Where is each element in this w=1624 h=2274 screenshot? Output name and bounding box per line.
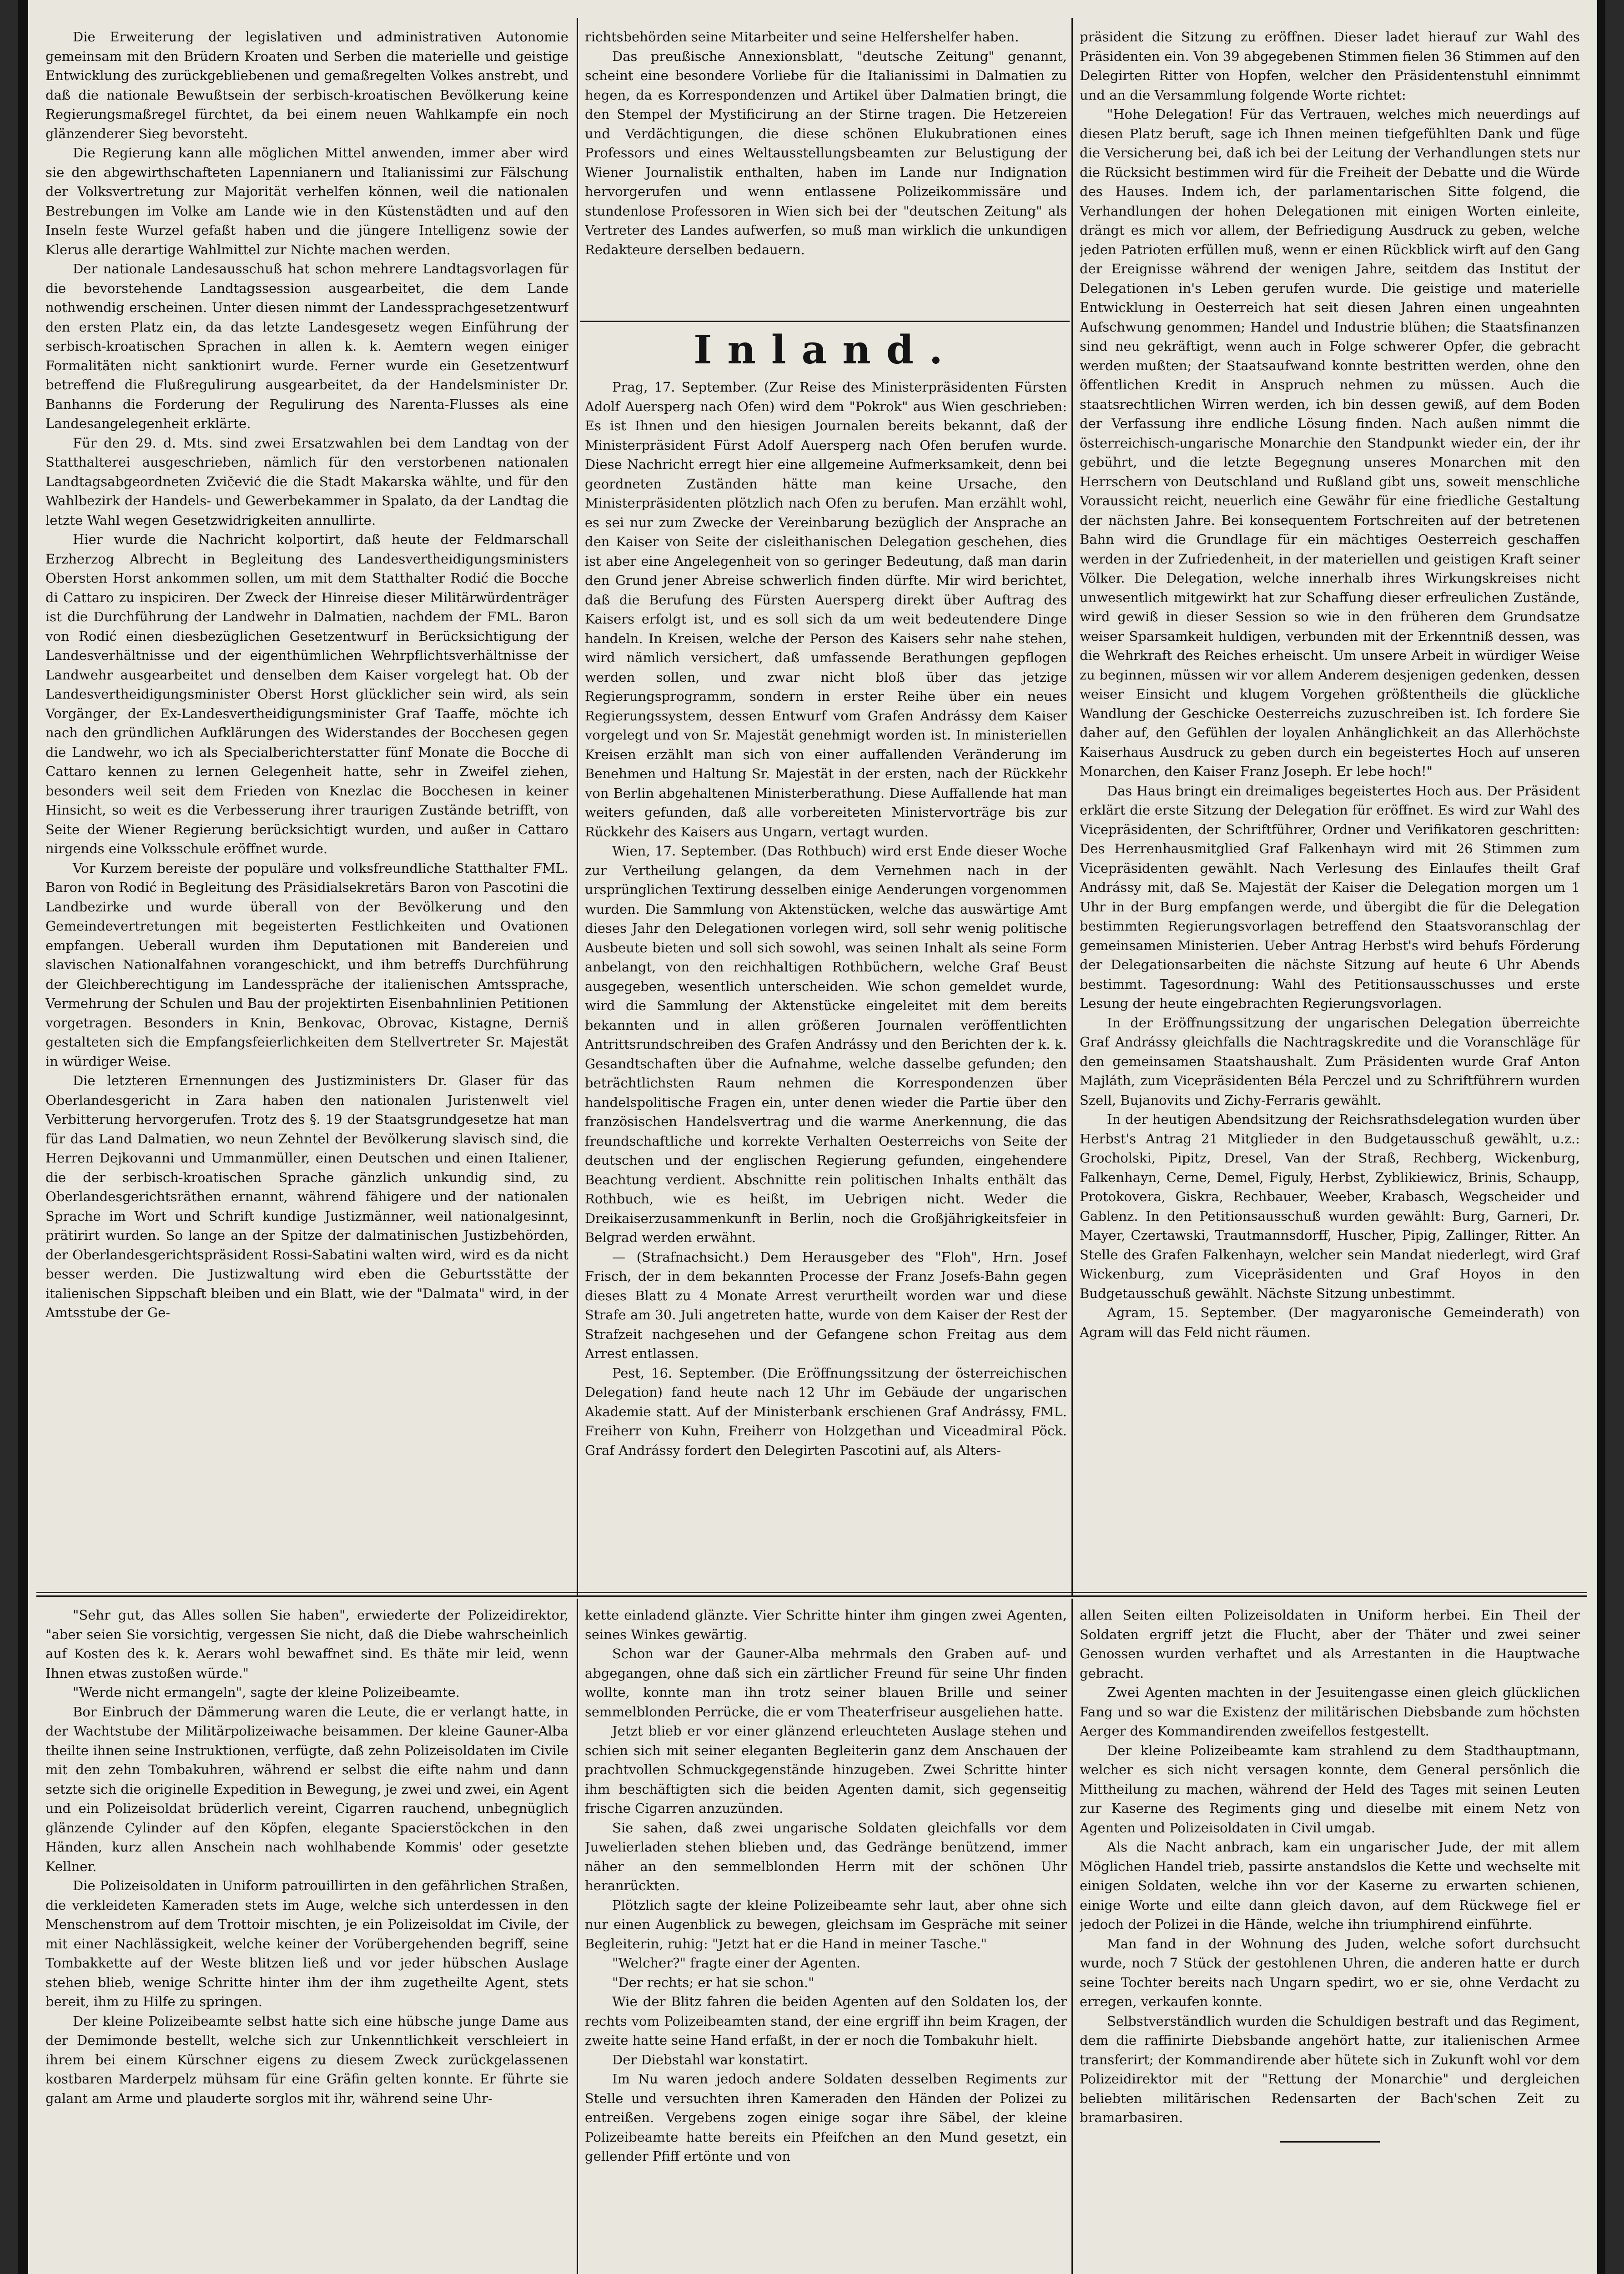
paragraph: "Werde nicht ermangeln", sagte der kleine Polizeibeamte. bbox=[73, 1685, 460, 1700]
feuilleton-rule bbox=[36, 1592, 1587, 1593]
upper-column-2-bottom bbox=[585, 377, 1067, 1587]
paragraph: Bor Einbruch der Dämmerung waren die Leute, die er verlangt hatte, in der Wachtstube der Militärpolizeiwache beisammen. Der kleine Gauner-Alba theilte ihnen seine Instruktionen, verfügte, daß zehn Polizeisoldaten im Civile mit den zehn Tombakuhren, während er selbst die eifte nahm und dann setzte sich die originelle Expedition in Bewegung, je zwei und zwei, ein Agent und ein Polizeisoldat brüderlich vereint, Cigarren rauchend, unbegnüglich glänzende Cylinder auf den Köpfen, elegante Spacierstöckchen in den Händen, kurz allen Anschein nach wohlhabende Kommis' oder gesetzte Kellner. bbox=[45, 1704, 568, 1874]
feuilleton-rule bbox=[36, 1595, 1587, 1597]
paragraph: "Sehr gut, das Alles sollen Sie haben", erwiederte der Polizeidirektor, "aber seien Sie vorsichtig, vergessen Sie nicht, daß die Diebe wahrscheinlich auf Kosten des k. k. Aerars wohl bewaffnet sind. Es thäte mir leid, wenn Ihnen etwas zustoßen würde." bbox=[45, 1607, 568, 1681]
paragraph: Prag, 17. September. (Zur Reise des Ministerpräsidenten Fürsten Adolf Auersperg nach Ofen) wird dem "Pokrok" aus Wien geschrieben: Es ist Ihnen und den hiesigen Journalen bereits bekannt, daß der Ministerpräsident Fürst Adolf Auersperg nach Ofen berufen wurde. Diese Nachricht erregt hier eine allgemeine Aufmerksamkeit, denn bei geordneten Zuständen hätte man keine Ursache, den Ministerpräsidenten plötzlich nach Ofen zu berufen. Man erzählt wohl, es sei nur zum Zwecke der Vereinbarung bezüglich der Ansprache an den Kaiser von Seite der cisleithanischen Delegation geschehen, dies ist aber eine Angelegenheit von so geringer Bedeutung, daß man darin den Grund jener Abreise schwerlich finden dürfte. Mir wird berichtet, daß die Berufung des Fürsten Auersperg direkt über Auftrag des Kaisers erfolgt ist, und es soll sich da um weit bedeutendere Dinge handeln. In Kreisen, welche der Person des Kaisers sehr nahe stehen, wird nämlich versichert, daß umfassende Berathungen gepflogen werden sollen, und zwar nicht bloß über das jetzige Regierungsprogramm, sondern in erster Reihe über ein neues Regierungssystem, dessen Entwurf vom Grafen Andrássy dem Kaiser vorgelegt und von Sr. Majestät genehmigt worden ist. In ministeriellen Kreisen erzählt man sich von einer auffallenden Veränderung im Benehmen und Haltung Sr. Majestät in der ersten, nach der Rückkehr von Berlin abgehaltenen Ministerberathung. Diese Auffallende hat man weiters gefunden, daß alle vorbereiteten Ministervorträge bis zur Rückkehr des Kaisers aus Ungarn, vertagt wurden. bbox=[585, 379, 1067, 840]
paragraph: — (Strafnachsicht.) Dem Herausgeber des "Floh", Hrn. Josef Frisch, der in dem bekannten Processe der Franz Josefs-Bahn gegen dieses Blatt zu 4 Monate Arrest verurtheilt worden war und diese Strafe am 30. Juli angetreten hatte, wurde von dem Kaiser der Rest der Strafzeit nachgesehen und der Gefangene schon Freitag aus dem Arrest entlassen. bbox=[585, 1249, 1067, 1361]
paragraph: Die Erweiterung der legislativen und administrativen Autonomie gemeinsam mit den Brüdern Kroaten und Serben die materielle und geistige Entwicklung des zurückgebliebenen und gemaßregelten Volkes anstrebt, und daß die nationale Bewußtsein der serbisch-kroatischen Bevölkerung keine Regierungsmaßregel fürchtet, da bei einem neuen Wahlkampfe ein noch glänzenderer Sieg bevorsteht. bbox=[45, 29, 568, 141]
paragraph: Wie der Blitz fahren die beiden Agenten auf den Soldaten los, der rechts vom Polizeibeamten stand, der eine ergriff ihn beim Kragen, der zweite hatte seine Hand erfaßt, in der er noch die Tombakuhr hielt. bbox=[585, 1994, 1067, 2048]
paragraph: "Der rechts; er hat sie schon." bbox=[612, 1974, 815, 1990]
end-rule bbox=[1280, 2141, 1380, 2143]
paragraph: Schon war der Gauner-Alba mehrmals den Graben auf- und abgegangen, ohne daß sich ein zärtlicher Freund für seine Uhr finden wollte, konnte man ihn trotz seiner blauen Brille und seiner semmelblonden Perrücke, die er vom Theaterfriseur ausgeliehen hatte. bbox=[585, 1646, 1067, 1720]
paragraph: Der kleine Polizeibeamte selbst hatte sich eine hübsche junge Dame aus der Demimonde bestellt, welche sich zur Unkenntlichkeit verschleiert in ihrem bei einem Kürschner eigens zu diesem Zweck zurückgelassenen kostbaren Marderpelz mühsam für eine Gräfin gelten konnte. Er führte sie galant am Arme und plauderte sorglos mit ihr, während seine Uhr- bbox=[45, 2013, 568, 2106]
upper-column-1 bbox=[45, 27, 568, 1587]
paragraph: Der nationale Landesausschuß hat schon mehrere Landtagsvorlagen für die bevorstehende Landtagssession ausgearbeitet, die dem Lande nothwendig erscheinen. Unter diesen nimmt der Landessprachgesetzentwurf den ersten Platz ein, da das letzte Landesgesetz wegen Einführung der serbisch-kroatischen Sprachen in allen k. k. Aemtern wegen einiger Formalitäten nicht sanktionirt wurde. Ferner wurde ein Gesetzentwurf betreffend die Flußregulirung ausgearbeitet, da der Handelsminister Dr. Banhanns die Forderung der Regulirung des Narenta-Flusses als eine Landesangelegenheit erklärte. bbox=[45, 261, 568, 431]
paragraph: Pest, 16. September. (Die Eröffnungssitzung der österreichischen Delegation) fand heute nach 12 Uhr im Gebäude der ungarischen Akademie statt. Auf der Ministerbank erschienen Graf Andrássy, FML. Freiherr von Kuhn, Freiherr von Holzgethan und Viceadmiral Pöck. Graf Andrássy fordert den Delegirten Pascotini auf, als Alters- bbox=[585, 1365, 1067, 1458]
paragraph: Der kleine Polizeibeamte kam strahlend zu dem Stadthauptmann, welcher es sich nicht versagen konnte, dem General persönlich die Mittheilung zu machen, während der Held des Tages mit seinen Leuten zur Kaserne des Regiments ging und dieselbe mit einem Netz von Agenten und Polizeisoldaten in Civil umgab. bbox=[1080, 1742, 1580, 1836]
column-rule bbox=[1071, 1599, 1073, 2274]
paragraph: "Hohe Delegation! Für das Vertrauen, welches mich neuerdings auf diesen Platz beruft, sage ich Ihnen meinen tiefgefühlten Dank und füge die Versicherung bei, daß ich bei der Leitung der Verhandlungen stets nur die Rücksicht bestimmen wird für die Freiheit der Debatte und die Würde des Hauses. Indem ich, der parlamentarischen Sitte folgend, die Verhandlungen der hohen Delegationen mit einigen Worten einleite, drängt es mich vor allem, der Befriedigung Ausdruck zu geben, welche jeden Patrioten erfüllen muß, wenn er einen Rückblick wirft auf den Gang der Ereignisse während der wenigen Jahre, seitdem das Institut der Delegationen in's Leben gerufen wurde. Die geistige und materielle Entwicklung in Oesterreich hat seit diesen Jahren einen ungeahnten Aufschwung genommen; Handel und Industrie blühen; die Staatsfinanzen sind neu gekräftigt, wenn auch in Folge schwerer Opfer, die gebracht werden mußten; der Staatsaufwand konnte bestritten werden, ohne den öffentlichen Kredit in Anspruch nehmen zu müssen. Auch die staatsrechtlichen Wirren werden, ich bin dessen gewiß, auf dem Boden der Verfassung ihre endliche Lösung finden. Nach außen nimmt die österreichisch-ungarische Monarchie den Standpunkt wieder ein, der ihr gebührt, und die letzte Begegnung unseres Monarchen mit den Herrschern von Deutschland und Rußland gibt uns, soweit menschliche Voraussicht reicht, neuerlich eine Gewähr für eine friedliche Gestaltung der nächsten Jahre. Bei konsequentem Fortschreiten auf der betretenen Bahn wird die Grundlage für ein mächtiges Oesterreich geschaffen werden in der Zufriedenheit, in der materiellen und geistigen Kraft seiner Völker. Die Delegation, welche innerhalb ihres Wirkungskreises nicht unwesentlich mitgewirkt hat zur Schaffung dieser erfreulichen Zustände, wird gewiß in dieser Session so wie in den früheren dem Grundsatze weiser Sparsamkeit huldigen, verbunden mit der Erkenntniß dessen, was die Wehrkraft des Reiches erheischt. Um unsere Arbeit in würdiger Weise zu beginnen, müssen wir vor allem Anderem desjenigen gedenken, dessen weiser Einsicht und klugem Vorgehen größtentheils die glückliche Wandlung der Geschicke Oesterreichs zuzuschreiben ist. Ich fordere Sie daher auf, den Gefühlen der loyalen Anhänglichkeit an das Allerhöchste Kaiserhaus Ausdruck zu geben durch ein begeistertes Hoch auf unseren Monarchen, den Kaiser Franz Joseph. Er lebe hoch!" bbox=[1080, 106, 1580, 779]
section-heading-inland: Inland. bbox=[694, 327, 958, 373]
section-rule bbox=[580, 321, 1070, 322]
paragraph: Agram, 15. September. (Der magyaronische Gemeinderath) von Agram will das Feld nicht räumen. bbox=[1080, 1305, 1580, 1340]
paragraph: Sie sahen, daß zwei ungarische Soldaten gleichfalls vor dem Juwelierladen stehen blieben und, das Gedränge benützend, immer näher an den semmelblonden Herrn mit der schönen Uhr heranrückten. bbox=[585, 1820, 1067, 1893]
lower-column-1 bbox=[45, 1605, 568, 2274]
paragraph: Das Haus bringt ein dreimaliges begeistertes Hoch aus. Der Präsident erklärt die erste Sitzung der Delegation für eröffnet. Es wird zur Wahl des Vicepräsidenten, der Schriftführer, Ordner und Verifikatoren geschritten: Des Herrenhausmitglied Graf Falkenhayn wird mit 26 Stimmen zum Vicepräsidenten gewählt. Nach Verlesung des Einlaufes theilt Graf Andrássy mit, daß Se. Majestät der Kaiser die Delegation morgen um 1 Uhr in der Burg empfangen werde, und übergibt die für die Delegation bestimmten Regierungsvorlagen betreffend den Staatsvoranschlag der gemeinsamen Ministerien. Ueber Antrag Herbst's wird behufs Förderung der Delegationsarbeiten die nächste Sitzung auf heute 6 Uhr Abends bestimmt. Tagesordnung: Wahl des Petitionsausschusses und erste Lesung der heute eingebrachten Regierungsvorlagen. bbox=[1080, 783, 1580, 1011]
paragraph: Zwei Agenten machten in der Jesuitengasse einen gleich glücklichen Fang und so war die Existenz der militärischen Diebsbande zum höchsten Aerger des Kommandirenden zweifellos festgestellt. bbox=[1080, 1685, 1580, 1739]
column-rule bbox=[577, 1599, 578, 2274]
paragraph: Jetzt blieb er vor einer glänzend erleuchteten Auslage stehen und schien sich mit seiner eleganten Begleiterin ganz dem Anschauen der prachtvollen Schmuckgegenstände hinzugeben. Zwei Schritte hinter ihm beschäftigten sich die beiden Agenten damit, sich gegenseitig frische Cigarren anzuzünden. bbox=[585, 1723, 1067, 1816]
lower-column-2 bbox=[585, 1605, 1067, 2274]
upper-column-3 bbox=[1080, 27, 1580, 1587]
scan-border-left bbox=[18, 0, 28, 2274]
paragraph: Vor Kurzem bereiste der populäre und volksfreundliche Statthalter FML. Baron von Rodić in Begleitung des Präsidialsekretärs Baron von Pascotini die Landbezirke und wurde überall von der Bevölkerung und den Gemeindevertretungen mit begeisterten Festlichkeiten und Ovationen empfangen. Ueberall wurden ihm Deputationen mit Bandereien und slavischen Nationalfahnen vorangeschickt, und ihm betreffs Durchführung der Gleichberechtigung im Landesspräche der italienischen Amtssprache, Vermehrung der Schulen und Bau der projektirten Eisenbahnlinien Petitionen vorgetragen. Besonders in Knin, Benkovac, Obrovac, Kistagne, Derniš gestalteten sich die Empfangsfeierlichkeiten dem Stellvertreter Sr. Majestät in würdiger Weise. bbox=[45, 860, 568, 1069]
paragraph: Wien, 17. September. (Das Rothbuch) wird erst Ende dieser Woche zur Vertheilung gelangen, da dem Vernehmen nach in der ursprünglichen Textirung desselben einige Aenderungen vorgenommen wurden. Die Sammlung von Aktenstücken, welche das auswärtige Amt dieses Jahr den Delegationen vorlegen wird, soll sehr wenig politische Ausbeute bieten und soll sich sowohl, was seinen Inhalt als seine Form anbelangt, von den reichhaltigen Rothbüchern, welche Graf Beust ausgegeben, wesentlich unterscheiden. Wie schon gemeldet wurde, wird die Sammlung der Aktenstücke eingeleitet mit dem bereits bekannten und in allen größeren Journalen veröffentlichten Antrittsrundschreiben des Grafen Andrássy und den Berichten der k. k. Gesandtschaften über die Aufnahme, welche dasselbe gefunden; den beträchtlichsten Raum nehmen die Korrespondenzen über handelspolitische Fragen ein, unter denen wieder die Partie über den französischen Handelsvertrag und die warme Anerkennung, die das freundschaftliche und korrekte Verhalten Oesterreichs von Seite der deutschen und der englischen Regierung gefunden, eingehendere Beachtung verdient. Abschnitte rein politischen Inhalts enthält das Rothbuch, wie es heißt, im Uebrigen nicht. Weder die Dreikaiserzusammenkunft in Berlin, noch die Großjährigkeitsfeier in Belgrad werden erwähnt. bbox=[585, 843, 1067, 1245]
column-rule bbox=[1071, 18, 1073, 1596]
paragraph: Die letzteren Ernennungen des Justizministers Dr. Glaser für das Oberlandesgericht in Zara haben den nationalen Juristenwelt viel Verbitterung hervorgerufen. Trotz des §. 19 der Staatsgrundgesetze hat man für das Land Dalmatien, wo neun Zehntel der Bevölkerung slavisch sind, die Herren Dejkovanni und Ummanmüller, einen Deutschen und einen Italiener, die der serbisch-kroatischen Sprache gänzlich unkundig sind, zu Oberlandesgerichtsräthen ernannt, während fähigere und der nationalen Sprache im Wort und Schrift kundige Justizmänner, weil nationalgesinnt, prätirirt wurden. So lange an der Spitze der dalmatinischen Justizbehörden, der Oberlandesgerichtspräsident Rossi-Sabatini walten wird, wird es da nicht besser werden. Die Justizwaltung wird eben die Geburtsstätte der italienischen Sippschaft bleiben und ein Blatt, wie der "Dalmata" wird, in der Amtsstube der Ge- bbox=[45, 1073, 568, 1320]
paragraph: In der heutigen Abendsitzung der Reichsrathsdelegation wurden über Herbst's Antrag 21 Mitglieder in den Budgetausschuß gewählt, u.z.: Grocholski, Pipitz, Dresel, Van der Straß, Rechberg, Wickenburg, Falkenhayn, Cerne, Demel, Figuly, Herbst, Zyblikiewicz, Brinis, Schaupp, Protokovera, Giskra, Rechbauer, Weeber, Krabasch, Wegscheider und Gablenz. In den Petitionsausschuß wurden gewählt: Burg, Garneri, Dr. Mayer, Czertawski, Trautmannsdorff, Huscher, Pipig, Zallinger, Ritter. An Stelle des Grafen Falkenhayn, welcher sein Mandat niederlegt, wird Graf Wickenburg, zum Vicepräsidenten und Graf Hoyos in den Budgetausschuß gewählt. Nächste Sitzung unbestimmt. bbox=[1080, 1112, 1580, 1301]
newspaper-page bbox=[18, 0, 1605, 2274]
scan-border-right bbox=[1597, 0, 1605, 2274]
paragraph: richtsbehörden seine Mitarbeiter und seine Helfershelfer haben. bbox=[585, 29, 1019, 45]
paragraph: Für den 29. d. Mts. sind zwei Ersatzwahlen bei dem Landtag von der Statthalterei ausgeschrieben, nämlich für den verstorbenen nationalen Landtagsabgeordneten Zvičević die die Stadt Makarska wählte, und für den Wahlbezirk der Handels- und Gewerbekammer in Spalato, da der Landtag die letzte Wahl wegen Gesetzwidrigkeiten annullirte. bbox=[45, 435, 568, 528]
paragraph: kette einladend glänzte. Vier Schritte hinter ihm gingen zwei Agenten, seines Winkes gewärtig. bbox=[585, 1607, 1067, 1642]
paragraph: allen Seiten eilten Polizeisoldaten in Uniform herbei. Ein Theil der Soldaten ergriff jetzt die Flucht, aber der Thäter und zwei seiner Genossen wurden verhaftet und als Arrestanten in die Hauptwache gebracht. bbox=[1080, 1607, 1580, 1681]
paragraph: Das preußische Annexionsblatt, "deutsche Zeitung" genannt, scheint eine besondere Vorliebe für die Italianissimi in Dalmatien zu hegen, da es Korrespondenzen und Artikel über Dalmatien bringt, die den Stempel der Mystificirung an der Stirne tragen. Die Hetzereien und Verdächtigungen, die diese schönen Elukubrationen eines Professors und eines Weltausstellungsbeamten zur Belustigung der Wiener Journalistik enthalten, haben im Lande nur Indignation hervorgerufen und wenn entlassene Polizeikommissäre und stundenlose Professoren in Wien sich bei der "deutschen Zeitung" als Vertreter des Landes aufwerfen, so muß man wirklich die unkundigen Redakteure derselben bedauern. bbox=[585, 48, 1067, 257]
paragraph: Hier wurde die Nachricht kolportirt, daß heute der Feldmarschall Erzherzog Albrecht in Begleitung des Landesvertheidigungsministers Obersten Horst ankommen sollen, um mit dem Statthalter Rodić die Bocche di Cattaro zu inspiciren. Der Zweck der Hinreise dieser Militärwürdenträger ist die Durchführung der Landwehr in Dalmatien, nachdem der FML. Baron von Rodić einen diesbezüglichen Gesetzentwurf in Berücksichtigung der Landesverhältnisse und der eigenthümlichen Wehrpflichtsverhältnisse der Landwehr ausgearbeitet und denselben dem Kaiser vorgelegt hat. Ob der Landesvertheidigungsminister Oberst Horst glücklicher sein wird, als sein Vorgänger, der Ex-Landesvertheidigungsminister Graf Taaffe, möchte ich nach den gründlichen Aufklärungen des Widerstandes der Bocchesen gegen die Landwehr, wo ich als Specialberichterstatter fünf Monate die Bocche di Cattaro kennen zu lernen Gelegenheit hatte, sehr in Zweifel ziehen, besonders weil seit dem Frieden von Knezlac die Bocchesen in keiner Hinsicht, so weit es die Verbesserung ihrer traurigen Zustände betrifft, von Seite der Wiener Regierung berücksichtigt wurden, und außer in Cattaro nirgends eine Volksschule eröffnet wurde. bbox=[45, 532, 568, 856]
paragraph: "Welcher?" fragte einer der Agenten. bbox=[612, 1955, 860, 1971]
paragraph: präsident die Sitzung zu eröffnen. Dieser ladet hierauf zur Wahl des Präsidenten ein. Von 39 abgegebenen Stimmen fielen 36 Stimmen auf den Delegirten Ritter von Hopfen, welcher den Präsidentenstuhl einnimmt und an die Versammlung folgende Worte richtet: bbox=[1080, 29, 1580, 103]
paragraph: Der Diebstahl war konstatirt. bbox=[612, 2052, 809, 2068]
paragraph: In der Eröffnungssitzung der ungarischen Delegation überreichte Graf Andrássy gleichfalls die Nachtragskredite und die Voranschläge für den gemeinsamen Staatshaushalt. Zum Präsidenten wurde Graf Anton Majláth, zum Vicepräsidenten Béla Perczel und zu Schriftführern wurden Szell, Bujanovits und Zichy-Ferraris gewählt. bbox=[1080, 1015, 1580, 1108]
column-rule bbox=[577, 18, 578, 1596]
paragraph: Man fand in der Wohnung des Juden, welche sofort durchsucht wurde, noch 7 Stück der gestohlenen Uhren, die anderen hatte er durch seine Tochter bereits nach Ungarn spedirt, wo er sie, ohne Verdacht zu erregen, verkaufen konnte. bbox=[1080, 1936, 1580, 2009]
upper-column-2-top bbox=[585, 27, 1067, 318]
paragraph: Die Regierung kann alle möglichen Mittel anwenden, immer aber wird sie den abgewirthschafteten Lapennianern und Italianissimi zur Fälschung der Volksvertretung zur Majorität verhelfen können, weil die nationalen Bestrebungen im Volke am Lande wie in den Küstenstädten und auf den Inseln feste Wurzel gefaßt haben und die jüngere Intelligenz sowie der Klerus alle derartige Wahlmittel zur Nichte machen werden. bbox=[45, 145, 568, 257]
paragraph: Im Nu waren jedoch andere Soldaten desselben Regiments zur Stelle und versuchten ihren Kameraden den Händen der Polizei zu entreißen. Vergebens zogen einige sogar ihre Säbel, der kleine Polizeibeamte hatte bereits ein Pfeifchen an den Mund gesetzt, ein gellender Pfiff ertönte und von bbox=[585, 2071, 1067, 2164]
paragraph: Als die Nacht anbrach, kam ein ungarischer Jude, der mit allem Möglichen Handel trieb, passirte anstandslos die Kette und wechselte mit einigen Soldaten, welche ihn vor der Kaserne zu erwarten schienen, einige Worte und eilte dann gleich davon, auf dem Rückwege fiel er jedoch der Polizei in die Hände, welche ihn triumphirend einführte. bbox=[1080, 1839, 1580, 1932]
paragraph: Selbstverständlich wurden die Schuldigen bestraft und das Regiment, dem die raffinirte Diebsbande angehört hatte, zur italienischen Armee transferirt; der Kommandirende aber hütete sich in Zukunft wohl vor dem Polizeidirektor mit der "Rettung der Monarchie" und dergleichen beliebten militärischen Redensarten der Bach'schen Zeit zu bramarbasiren. bbox=[1080, 2013, 1580, 2125]
lower-column-3 bbox=[1080, 1605, 1580, 2274]
paragraph: Plötzlich sagte der kleine Polizeibeamte sehr laut, aber ohne sich nur einen Augenblick zu bewegen, gleichsam im Gespräche mit seiner Begleiterin, ruhig: "Jetzt hat er die Hand in meiner Tasche." bbox=[585, 1897, 1067, 1952]
paragraph: Die Polizeisoldaten in Uniform patrouillirten in den gefährlichen Straßen, die verkleideten Kameraden stets im Auge, welche sich unterdessen in den Menschenstrom auf dem Trottoir mischten, je ein Polizeisoldat im Civile, der mit einer Nachlässigkeit, welche keiner der Vorübergehenden begriff, seine Tombakkette auf der Weste blitzen ließ und vor jeder hübschen Auslage stehen blieb, wenige Schritte hinter ihm der ihm zugetheilte Agent, stets bereit, ihm zu Hilfe zu springen. bbox=[45, 1878, 568, 2009]
